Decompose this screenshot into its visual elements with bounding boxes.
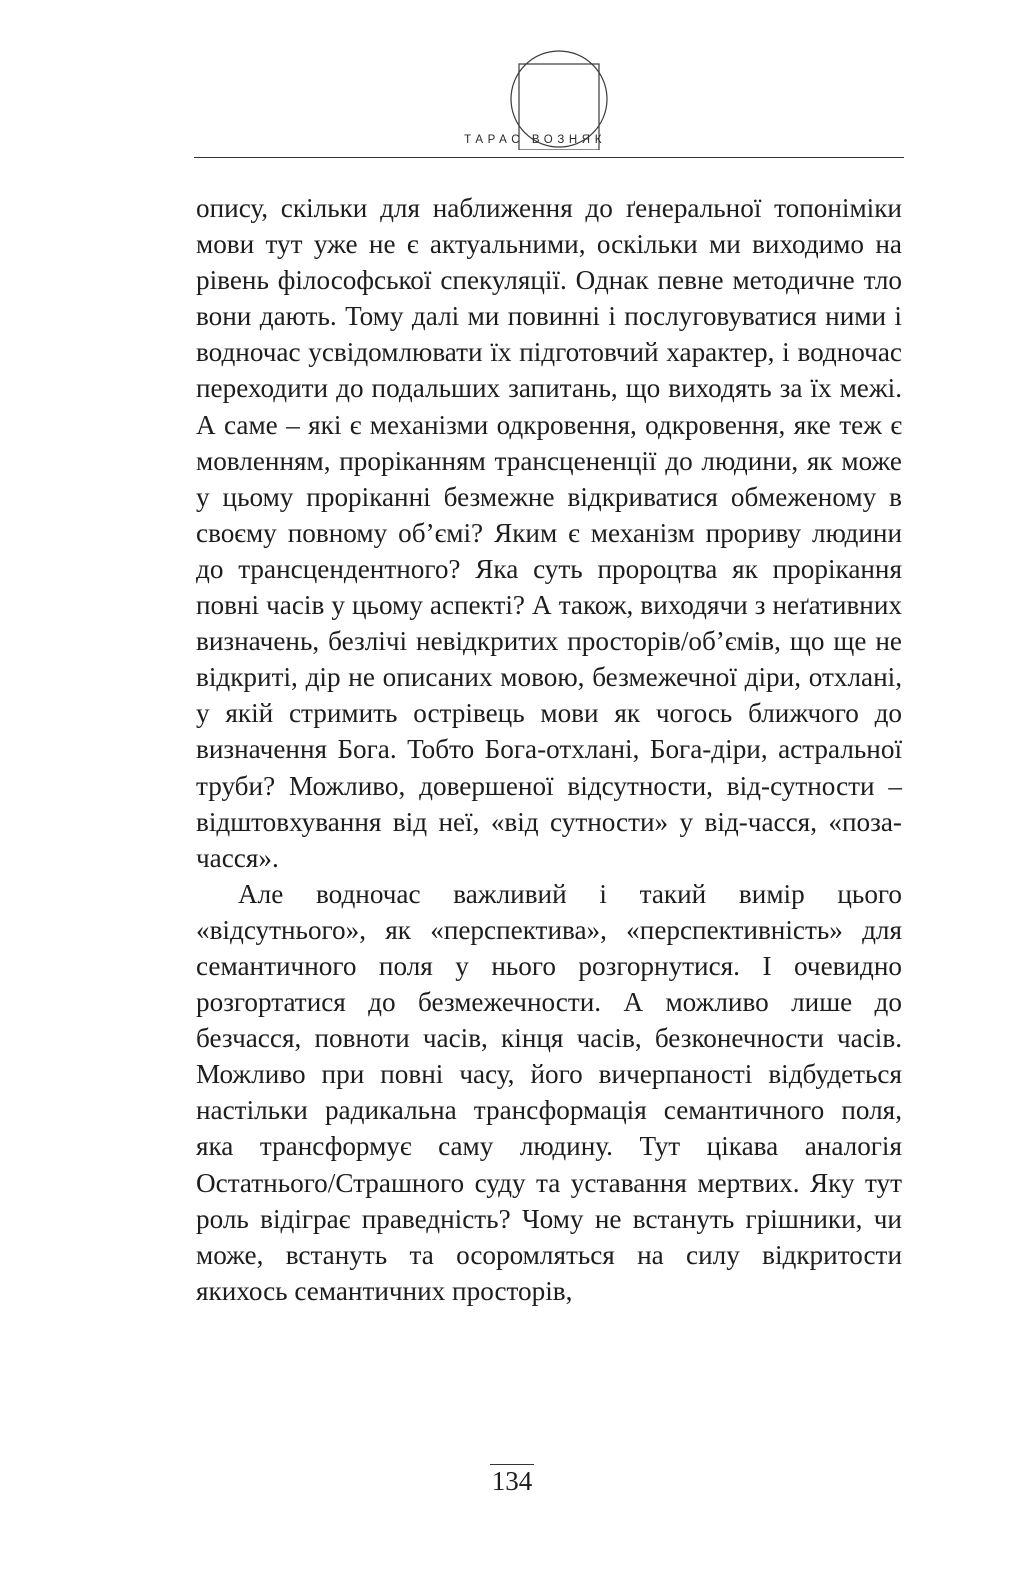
running-header-author: ТАРАС ВОЗНЯК — [464, 134, 606, 146]
header-rule — [194, 157, 904, 158]
page-number — [0, 1464, 1024, 1497]
body-text — [196, 190, 902, 1309]
paragraph: Але водночас важливий і такий вимір цього «відсутнього», як «перспектива», «перспективність» для семантичного поля у нього розгорнутися. І очевидно розгортатися до безмежечности. А можливо лише до безчасся, повноти часів, кінця часів, безконечности часів. Можливо при повні часу, його вичерпаності відбудеться настільки радикальна трансформація семантичного поля, яка трансформує саму людину. Тут цікава аналогія Остатнього/Страшного суду та уставання мертвих. Яку тут роль відіграє праведність? Чому не встануть грішники, чи може, встануть та осоромляться на силу відкритости якихось семантичних просторів, — [196, 878, 902, 1306]
page-number-value: 134 — [491, 1466, 533, 1496]
paragraph: опису, скільки для наближення до ґенеральної топоніміки мови тут уже не є актуальними, оскільки ми виходимо на рівень філософської спекуляції. Однак певне методичне тло вони дають. Тому далі ми повинні і послуговуватися ними і водночас усвідомлювати їх підготовчий характер, і водночас переходити до подальших запитань, що виходять за їх межі. А саме – які є механізми одкровення, одкровення, яке теж є мовленням, проріканням трансцененції до людини, як може у цьому проріканні безмежне відкриватися обмеженому в своєму повному об’ємі? Яким є механізм прориву людини до трансцендентного? Яка суть пророцтва як прорікання повні часів у цьому аспекті? А також, виходячи з неґативних визначень, безлічі невідкритих просторів/об’ємів, що ще не відкриті, дір не описаних мовою, безмежечної діри, отхлані, у якій стримить острівець мови як чогось ближчого до визначення Бога. Тобто Бога-отхлані, Бога-діри, астральної труби? Можливо, довершеної відсутности, від-сутности – відштовхування від неї, «від сутности» у від-часся, «поза-часся». — [196, 193, 902, 873]
